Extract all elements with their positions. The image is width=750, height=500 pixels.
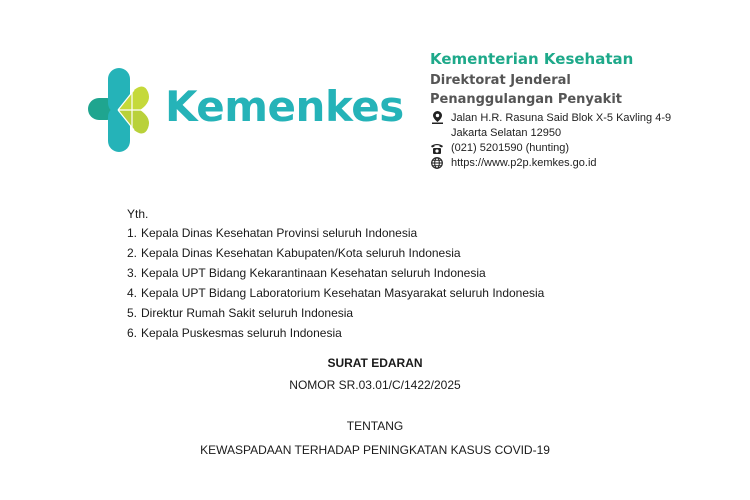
- phone-number: (021) 5201590 (hunting): [451, 141, 570, 154]
- location-pin-icon: [430, 111, 444, 124]
- list-item: 2. Kepala Dinas Kesehatan Kabupaten/Kota seluruh Indonesia: [127, 246, 461, 260]
- agency-header: [430, 50, 633, 109]
- directorate-line2: Penanggulangan Penyakit: [430, 92, 622, 107]
- agency-name: Kementerian Kesehatan: [430, 50, 634, 68]
- brand-name: Kemenkes: [165, 82, 404, 131]
- website-link[interactable]: https://www.p2p.kemkes.go.id: [451, 156, 597, 169]
- address-line1: Jalan H.R. Rasuna Said Blok X-5 Kavling 4-9: [451, 111, 672, 124]
- list-item: 3. Kepala UPT Bidang Kekarantinaan Kesehatan seluruh Indonesia: [127, 266, 486, 280]
- telephone-icon: [430, 141, 444, 154]
- directorate-line1: Direktorat Jenderal: [430, 73, 571, 88]
- kemenkes-logo-icon: [88, 68, 152, 152]
- letter-title: SURAT EDARAN: [327, 356, 423, 370]
- letter-number: NOMOR SR.03.01/C/1422/2025: [289, 378, 461, 392]
- contact-block: [430, 110, 671, 170]
- globe-icon: [430, 156, 444, 169]
- recipient-list: [127, 226, 544, 346]
- letter-subject: KEWASPADAAN TERHADAP PENINGKATAN KASUS COVID-19: [200, 443, 550, 457]
- list-item: 4. Kepala UPT Bidang Laboratorium Kesehatan Masyarakat seluruh Indonesia: [127, 286, 545, 300]
- list-item: 5. Direktur Rumah Sakit seluruh Indonesia: [127, 306, 354, 320]
- address-line2: Jakarta Selatan 12950: [451, 126, 562, 139]
- list-item: 1. Kepala Dinas Kesehatan Provinsi seluruh Indonesia: [127, 226, 418, 240]
- salutation: Yth.: [127, 207, 149, 221]
- list-item: 6. Kepala Puskesmas seluruh Indonesia: [127, 326, 342, 340]
- about-label: TENTANG: [346, 419, 404, 433]
